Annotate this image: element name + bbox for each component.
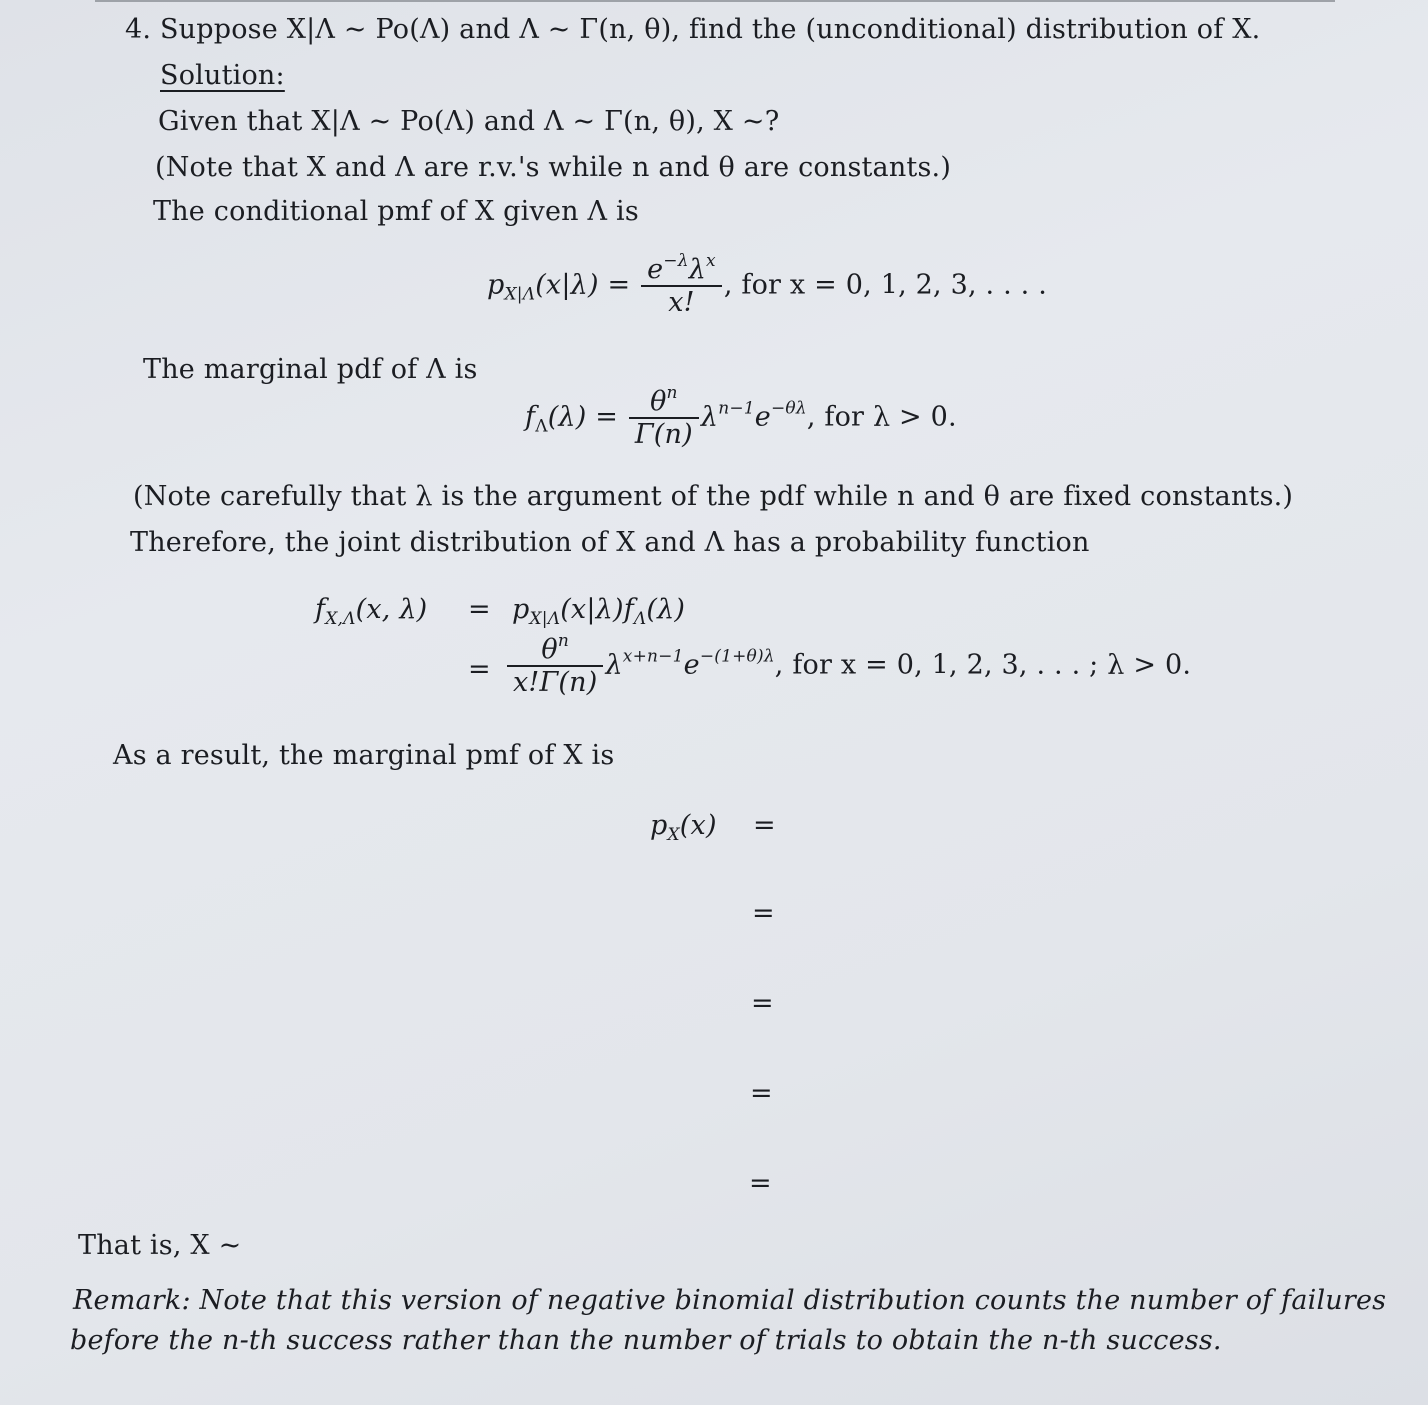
note-constants: (Note that X and Λ are r.v.'s while n and θ are constants.)	[155, 152, 952, 183]
remark-line-2: before the n-th success rather than the number of trials to obtain the n-th success.	[70, 1325, 1222, 1356]
marg-lhs-arg: (λ) =	[547, 401, 619, 433]
marg-tail: , for λ > 0.	[806, 401, 957, 433]
marg-mid-lambda: λ	[700, 401, 719, 433]
joint-num-sup: n	[557, 631, 570, 651]
joint-rhs1-end: (λ)	[646, 594, 686, 625]
marg-lhs-f: f	[525, 401, 536, 433]
problem-statement	[125, 14, 1260, 45]
cond-lhs-sub: X|Λ	[504, 284, 536, 305]
joint-mid-lambda: λ	[605, 649, 623, 681]
marg-den: Γ(n)	[634, 419, 693, 451]
joint-equals-1: =	[468, 594, 491, 625]
marg-num-sup: n	[666, 383, 678, 403]
joint-lhs-sub: X,Λ	[325, 609, 356, 629]
result-intro: As a result, the marginal pmf of X is	[113, 740, 615, 771]
marg-fraction	[629, 383, 699, 451]
cond-fraction	[641, 251, 722, 319]
cond-num-e: e	[647, 254, 664, 285]
joint-intro: Therefore, the joint distribution of X and Λ has a probability function	[130, 527, 1090, 558]
note-argument: (Note carefully that λ is the argument of the pdf while n and θ are fixed constants.)	[133, 481, 1294, 512]
cond-lhs-arg: (x|λ) =	[535, 269, 631, 301]
marg-num: θ	[650, 386, 667, 417]
marg-mid-e: e	[754, 401, 771, 433]
joint-den: x!Γ(n)	[513, 667, 598, 699]
marg-mid-e-sup: −θλ	[770, 398, 807, 419]
px-lhs	[650, 810, 717, 845]
joint-lhs-arg: (x, λ)	[355, 594, 428, 625]
marg-mid-sup: n−1	[718, 398, 755, 419]
that-is-line: That is, X ~	[78, 1230, 242, 1261]
joint-rhs1-mid: (x|λ)f	[560, 594, 634, 625]
problem-text: Suppose X|Λ ~ Po(Λ) and Λ ~ Γ(n, θ), find the (unconditional) distribution of X.	[159, 14, 1261, 45]
marg-lhs-sub: Λ	[535, 416, 548, 437]
cond-num-lambda-sup: x	[706, 251, 716, 271]
joint-num: θ	[541, 634, 558, 665]
cond-num-lambda: λ	[688, 254, 707, 285]
marginal-pdf-equation	[525, 383, 957, 451]
joint-rhs-1	[512, 594, 686, 629]
joint-rhs1-sub2: Λ	[633, 609, 647, 629]
cond-num-sup: −λ	[663, 251, 689, 271]
joint-lhs	[315, 594, 428, 629]
given-line: Given that X|Λ ~ Po(Λ) and Λ ~ Γ(n, θ), X ~?	[158, 106, 780, 137]
joint-lhs-f: f	[315, 594, 326, 625]
conditional-intro: The conditional pmf of X given Λ is	[153, 196, 639, 227]
px-equals-4: =	[750, 1078, 773, 1109]
joint-mid-e: e	[683, 649, 700, 681]
px-equals-2: =	[752, 898, 775, 929]
marginal-intro: The marginal pdf of Λ is	[143, 354, 478, 385]
problem-number: 4.	[125, 14, 152, 45]
px-lhs-sub: X	[667, 825, 680, 845]
px-lhs-arg: (x)	[679, 810, 717, 841]
cond-den: x!	[668, 287, 695, 319]
joint-mid-sup: x+n−1	[622, 646, 684, 667]
px-lhs-p: p	[650, 810, 668, 841]
page-top-edge	[95, 0, 1335, 2]
solution-heading: Solution:	[160, 60, 285, 91]
cond-lhs-p: p	[487, 269, 505, 301]
remark-line-1: Remark: Note that this version of negative binomial distribution counts the number of failures	[73, 1285, 1387, 1316]
joint-tail: , for x = 0, 1, 2, 3, . . . ; λ > 0.	[774, 649, 1192, 681]
joint-fraction	[507, 631, 603, 699]
joint-rhs-2	[505, 631, 1192, 699]
joint-rhs1-sub: X|Λ	[529, 609, 561, 629]
joint-rhs1-p: p	[512, 594, 530, 625]
joint-equals-2: =	[468, 654, 491, 685]
px-equals-5: =	[749, 1168, 772, 1199]
joint-mid-e-sup: −(1+θ)λ	[699, 646, 775, 667]
conditional-pmf-equation	[487, 251, 1047, 319]
px-equals-1: =	[753, 810, 776, 841]
px-equals-3: =	[751, 988, 774, 1019]
cond-tail: , for x = 0, 1, 2, 3, . . . .	[723, 269, 1047, 301]
